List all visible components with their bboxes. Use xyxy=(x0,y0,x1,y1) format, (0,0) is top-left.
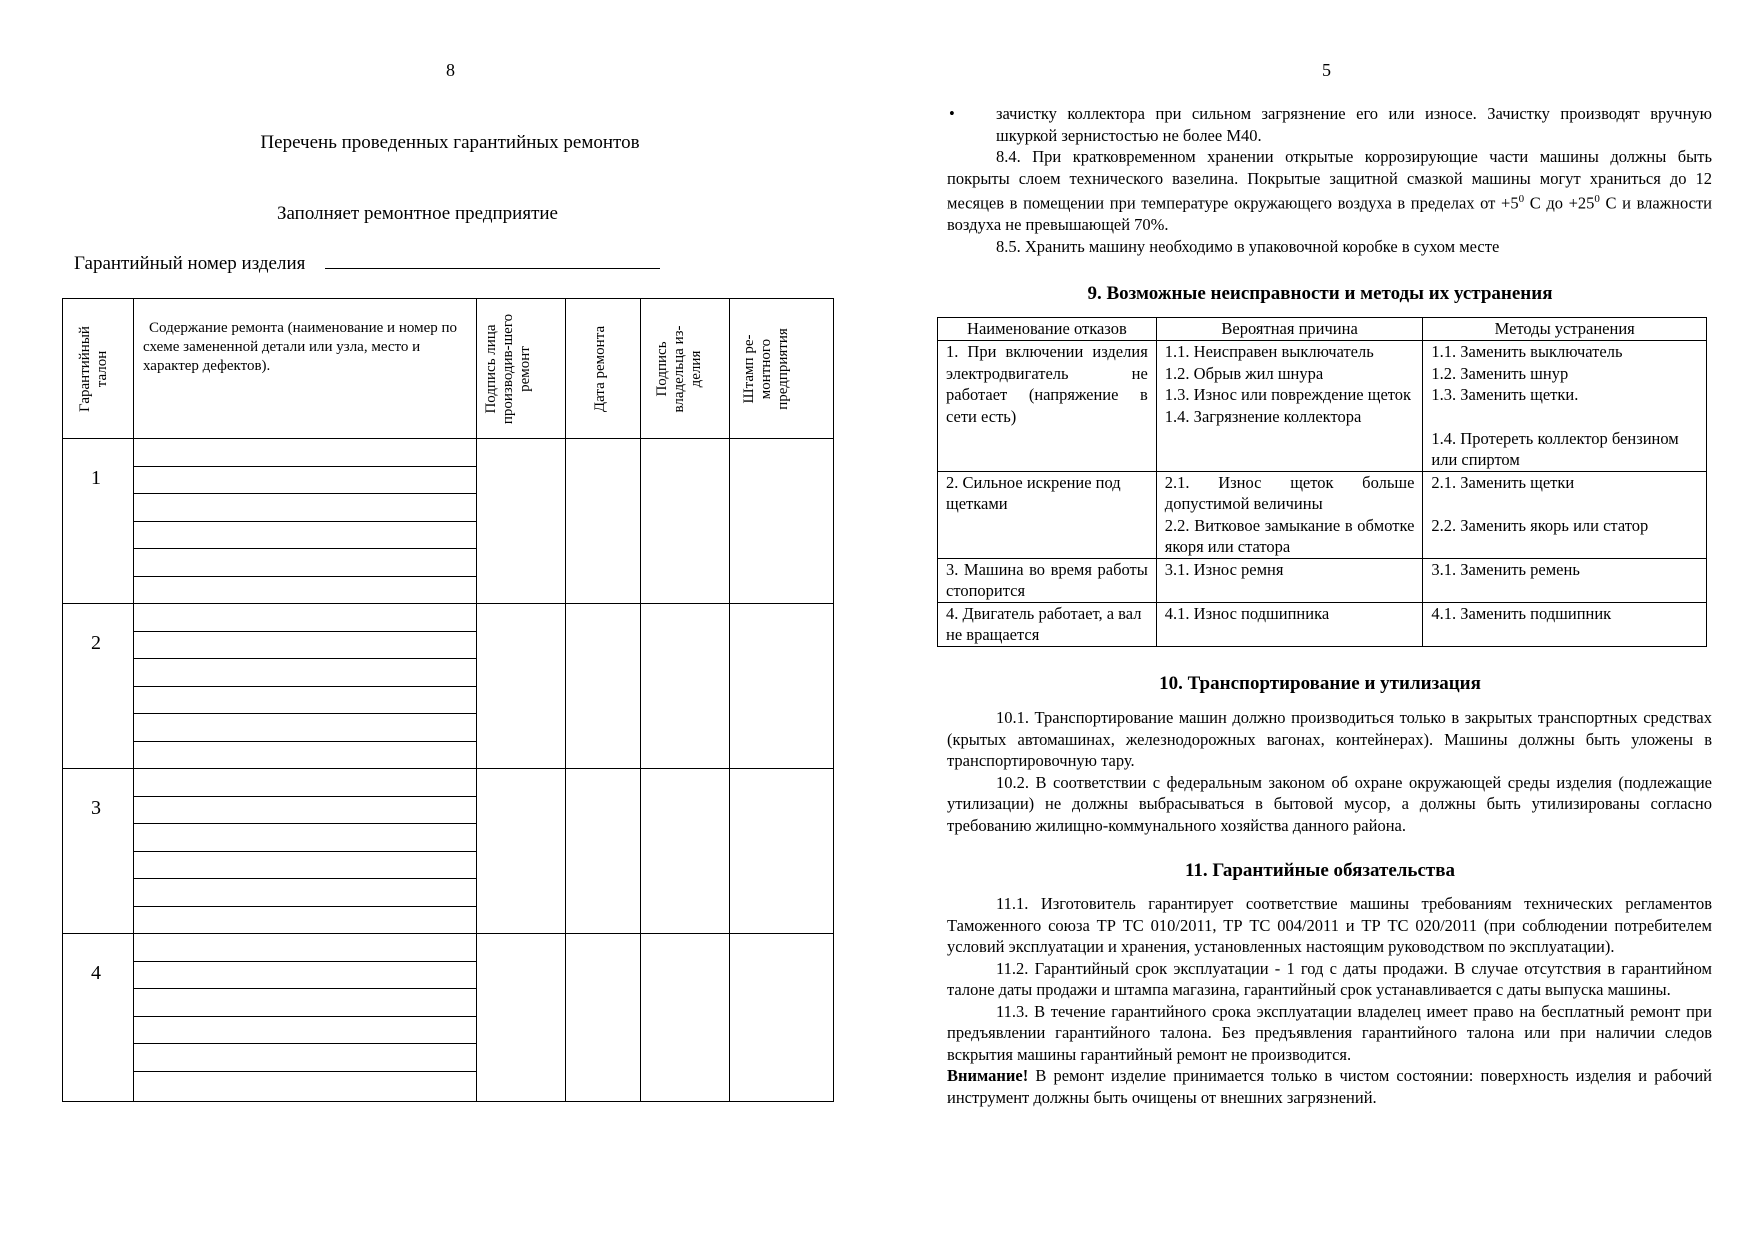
col-header-talon: Гарантийный талон xyxy=(77,326,110,412)
paragraph-8-5: 8.5. Хранить машину необходимо в упаковочной коробке в сухом месте xyxy=(996,236,1500,256)
content-rule-line xyxy=(133,466,476,467)
page-subtitle: Заполняет ремонтное предприятие xyxy=(276,203,558,224)
content-rule-line xyxy=(133,961,476,962)
warranty-repairs-table xyxy=(62,298,834,1102)
content-rule-line xyxy=(133,548,476,549)
page-number: 8 xyxy=(446,60,455,80)
bullet-icon: • xyxy=(949,104,955,123)
faults-table xyxy=(937,317,1707,647)
content-rule-line xyxy=(133,988,476,989)
content-rule-line xyxy=(133,1016,476,1017)
faults-header: Наименование отказов xyxy=(938,318,1157,341)
content-rule-line xyxy=(133,686,476,687)
section-9-title: 9. Возможные неисправности и методы их устранения xyxy=(1087,283,1553,304)
talon-number: 4 xyxy=(91,962,101,984)
content-rule-line xyxy=(133,1071,476,1072)
paragraph-11-1: 11.1. Изготовитель гарантирует соответствие машины требованиям технических регламентов Таможенного союза ТР ТС 010/2011, ТР ТС 004/2011 и ТР ТС 020/2011 (при соблюдении потребителем условий эксплуатации и хранения, установленных настоящим руководством по эксплуатации). xyxy=(947,894,1712,956)
content-rule-line xyxy=(133,741,476,742)
paragraph-11-2: 11.2. Гарантийный срок эксплуатации - 1 год с даты продажи. В случае отсутствия в гарантийном талоне даты продажи и штампа магазина, гарантийный срок устанавливается с даты выпуска машины. xyxy=(947,958,1712,999)
storage-section xyxy=(947,103,1712,257)
content-rule-line xyxy=(133,713,476,714)
paragraph-11-3: 11.3. В течение гарантийного срока эксплуатации владелец имеет право на бесплатный ремонт при предъявлении гарантийного талона. Без предъявления гарантийного талона или при наличии следов вскрытия машины гарантийный ремонт не производится. xyxy=(947,1001,1712,1064)
bullet-item: • зачистку коллектора при сильном загрязнение его или износе. Зачистку производят вручную шкуркой зернистостью не более М40. xyxy=(949,104,1712,145)
col-header-owner-signature: Подпись владельца из-делия xyxy=(654,325,704,413)
transport-section xyxy=(947,707,1712,836)
content-rule-line xyxy=(133,851,476,852)
paragraph-10-2: 10.2. В соответствии с федеральным законом об охране окружающей среды изделия (подлежащие утилизации) не должны выбрасываться в бытовой мусор, а должны быть утилизированы согласно требованию жилищно-коммунального хозяйства данного района. xyxy=(947,772,1712,835)
right-page xyxy=(880,0,1755,1241)
warranty-number-label: Гарантийный номер изделия xyxy=(74,253,306,274)
paragraph-10-1: 10.1. Транспортирование машин должно производиться только в закрытых транспортных средствах (крытых автомашинах, железнодорожных вагонах, контейнерах). Машины должны быть уложены в транспортировочную тару. xyxy=(947,708,1712,770)
col-header-stamp: Штамп ре-монтного предприятия xyxy=(741,328,791,410)
paragraph-8-4: 8.4. При кратковременном хранении открытые коррозирующие части машины должны быть покрыты слоем технического вазелина. Покрытые защитной смазкой машины могут храниться до 12 месяцев в помещении при температуре окружающего воздуха в пределах от $+5^0$ С до $+25^0$ С и влажности воздуха не превышающей 70%. xyxy=(947,147,1712,234)
content-rule-line xyxy=(133,521,476,522)
page-number: 5 xyxy=(1322,60,1331,80)
content-rule-line xyxy=(133,878,476,879)
table-row: 2. Сильное искрение под щетками 2.1. Износ щеток больше допустимой величины 2.2. Витковое замыкание в обмотке якоря или статора 2.1. Заменить щетки 2.2. Заменить якорь или статор xyxy=(938,471,1707,558)
content-rule-line xyxy=(133,906,476,907)
content-rule-line xyxy=(133,576,476,577)
content-rule-line xyxy=(133,823,476,824)
table-row: 1. При включении изделия электродвигатель не работает (напряжение в сети есть) 1.1. Неисправен выключатель 1.2. Обрыв жил шнура 1.3. Износ или повреждение щеток 1.4. Загрязнение коллектора 1.1. Заменить выключатель 1.2. Заменить шнур 1.3. Заменить щетки. 1.4. Протереть коллектор бензином или спиртом xyxy=(938,341,1707,472)
talon-number: 1 xyxy=(91,467,101,489)
section-10-title: 10. Транспортирование и утилизация xyxy=(1159,673,1481,694)
warranty-number-row xyxy=(74,252,660,275)
content-rule-line xyxy=(133,631,476,632)
content-rule-line xyxy=(133,493,476,494)
table-row: 4. Двигатель работает, а вал не вращается 4.1. Износ подшипника 4.1. Заменить подшипник xyxy=(938,602,1707,646)
faults-header: Вероятная причина xyxy=(1156,318,1423,341)
col-header-repair-signature: Подпись лица производив-шего ремонт xyxy=(483,313,533,425)
section-11-title: 11. Гарантийные обязательства xyxy=(1184,860,1456,881)
content-rule-line xyxy=(133,796,476,797)
col-header-date: Дата ремонта xyxy=(592,325,608,413)
content-rule-line xyxy=(133,658,476,659)
warranty-section xyxy=(947,893,1712,1108)
col-header-content: Содержание ремонта (наименование и номер по схеме замененной детали или узла, место и характер дефектов). xyxy=(143,320,458,374)
warranty-number-blank xyxy=(325,252,660,269)
talon-number: 2 xyxy=(91,632,101,654)
page-title: Перечень проведенных гарантийных ремонтов xyxy=(260,132,640,153)
attention-note: Внимание! В ремонт изделие принимается только в чистом состоянии: поверхность изделия и рабочий инструмент должны быть очищены от внешних загрязнений. xyxy=(947,1066,1712,1107)
table-row: 3. Машина во время работы стопорится 3.1. Износ ремня 3.1. Заменить ремень xyxy=(938,558,1707,602)
talon-number: 3 xyxy=(91,797,101,819)
content-rule-line xyxy=(133,1043,476,1044)
faults-header: Методы устранения xyxy=(1423,318,1707,341)
